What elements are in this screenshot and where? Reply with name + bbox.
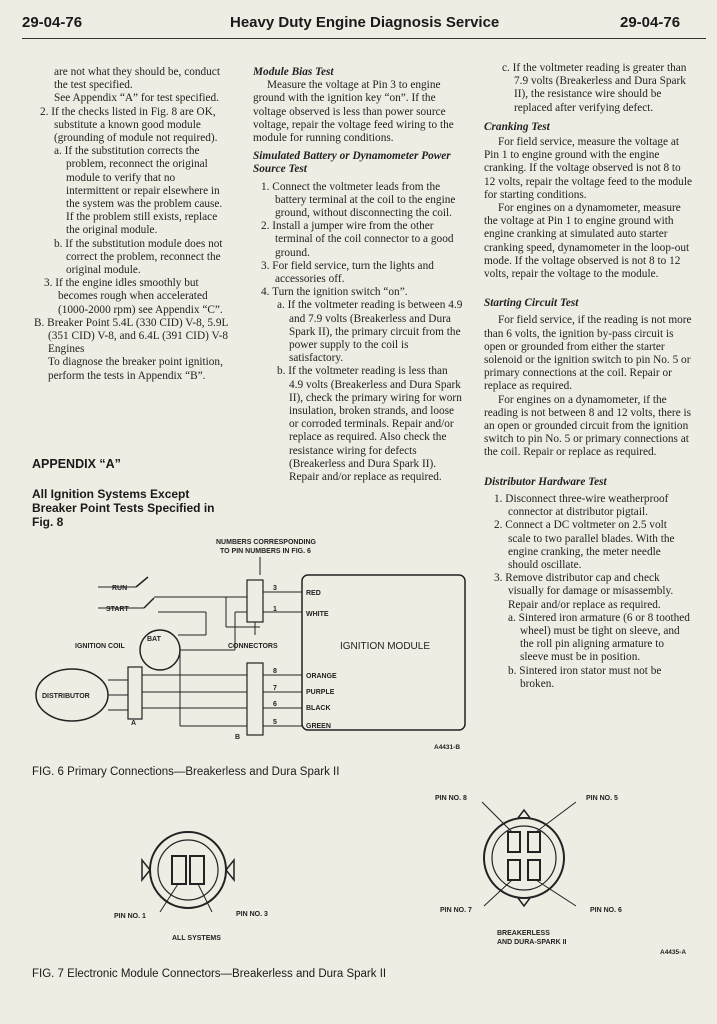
wire-black: BLACK bbox=[306, 705, 331, 712]
page-code-right: 29-04-76 bbox=[620, 14, 681, 31]
start-switch bbox=[144, 598, 154, 608]
connector-ear bbox=[142, 860, 150, 880]
section-heading: Starting Circuit Test bbox=[484, 297, 579, 310]
page-code-left: 29-04-76 bbox=[22, 14, 83, 31]
list-item: a. If the substitution corrects the problem, reconnect the original module to verify that no intermittent or repair elsewhere in the system was the problem cause. If the problem still exists, replace the original module. bbox=[54, 145, 223, 237]
connector-bottom bbox=[247, 663, 263, 735]
pin3-label: PIN NO. 3 bbox=[236, 911, 268, 918]
section-heading: Module Bias Test bbox=[253, 66, 334, 78]
text-line: To diagnose the breaker point ignition, perform the tests in Appendix “B”. bbox=[48, 356, 223, 382]
paragraph: For engines on a dynamometer, if the reading is not between 8 and 12 volts, there is an open or grounded circuit from the ignition switch to pin No. 5 or primary connections at the coil. Repair or replace as required. bbox=[484, 393, 692, 459]
section-heading: Simulated Battery or Dynamometer Power Source Test bbox=[253, 150, 451, 176]
fig6-note-line1: NUMBERS CORRESPONDING bbox=[216, 539, 316, 546]
list-item: 1. Disconnect three-wire weatherproof connector at distributor pigtail. bbox=[494, 492, 669, 519]
bat-label: BAT bbox=[147, 636, 161, 643]
wire-red: RED bbox=[306, 590, 321, 597]
label-b: B bbox=[235, 734, 241, 741]
pin-5-blade bbox=[528, 832, 540, 852]
distributor-connector bbox=[128, 667, 142, 719]
pin-7-blade bbox=[508, 860, 520, 880]
wire-white: WHITE bbox=[306, 611, 329, 618]
list-item: b. If the voltmeter reading is less than 4.9 volts (Breakerless and Dura Spark II), check the primary wiring for worn insulation, broken strands, and loose or corroded terminals. Repair and/or replace as required. Also check the resistance wiring for defects (Breakerless and Dura Spark II). Repair and/or replace as required. bbox=[277, 365, 462, 484]
connector-breakerless-inner bbox=[492, 826, 556, 890]
list-item: 2. Install a jumper wire from the other terminal of the coil connector to a good ground. bbox=[261, 220, 454, 259]
pin-6-blade bbox=[528, 860, 540, 880]
pin-8-blade bbox=[508, 832, 520, 852]
paragraph: For field service, if the reading is not more than 6 volts, the ignition by-pass circuit is open or grounded from either the starter solenoid or the ignition switch to pin No. 5 or primary connections at the coil. Repair or replace as required. bbox=[484, 314, 692, 393]
connector-key bbox=[518, 810, 530, 818]
pin-1: 1 bbox=[273, 606, 277, 613]
connector-ear bbox=[226, 860, 234, 880]
column-2 bbox=[253, 66, 463, 484]
pin-5: 5 bbox=[273, 719, 277, 726]
list-item: 2. If the checks listed in Fig. 8 are OK, substitute a known good module (grounding of module not required). bbox=[40, 105, 218, 145]
wire-orange: ORANGE bbox=[306, 673, 337, 680]
pin5-label: PIN NO. 5 bbox=[586, 795, 618, 802]
list-item: 3. For field service, turn the lights and accessories off. bbox=[261, 259, 434, 286]
appendix-title: APPENDIX “A” bbox=[32, 457, 121, 471]
paragraph: Measure the voltage at Pin 3 to engine ground with the ignition key “on”. If the voltage observed is less than power source voltage, repair the voltage feed wiring to the module for running conditions. bbox=[253, 79, 454, 145]
list-item: c. If the voltmeter reading is greater than 7.9 volts (Breakerless and Dura Spark II), the resistance wire should be replaced after verifying defect. bbox=[502, 62, 687, 114]
list-item: a. Sintered iron armature (6 or 8 toothed wheel) must be tight on sleeve, and the roll pin aligning armature to sleeve must be in position. bbox=[508, 611, 690, 664]
list-item: 1. Connect the voltmeter leads from the battery terminal at the coil to the engine ground, without disconnecting the coil. bbox=[261, 180, 456, 220]
wire-purple: PURPLE bbox=[306, 689, 335, 696]
fig7-connector-diagram bbox=[100, 790, 710, 965]
module-label: IGNITION MODULE bbox=[340, 641, 431, 652]
fig7-code: A4435-A bbox=[660, 949, 687, 956]
list-item: 2. Connect a DC voltmeter on 2.5 volt scale to two parallel blades. With the engine cranking, the meter needle should oscillate. bbox=[494, 519, 675, 571]
run-switch bbox=[136, 577, 148, 587]
page-title: Heavy Duty Engine Diagnosis Service bbox=[230, 14, 500, 31]
pin-3: 3 bbox=[273, 585, 277, 592]
text-line: are not what they should be, conduct the test specified. bbox=[54, 66, 220, 92]
list-item: 3. Remove distributor cap and check visually for damage or misassembly. Repair and/or replace as required. bbox=[494, 572, 674, 611]
all-systems-label: ALL SYSTEMS bbox=[172, 935, 221, 942]
header-rule bbox=[22, 38, 706, 39]
fig7-caption: FIG. 7 Electronic Module Connectors—Breakerless and Dura Spark II bbox=[32, 968, 387, 980]
start-label: START bbox=[106, 606, 129, 613]
pin1-label: PIN NO. 1 bbox=[114, 913, 146, 920]
pin7-label: PIN NO. 7 bbox=[440, 907, 472, 914]
dura-spark-label: AND DURA-SPARK II bbox=[497, 939, 567, 946]
pin-3-blade bbox=[190, 856, 204, 884]
pin5-leader bbox=[536, 802, 576, 832]
connector-breakerless-outline bbox=[484, 818, 564, 898]
pin-8: 8 bbox=[273, 668, 277, 675]
column-3 bbox=[484, 62, 692, 691]
list-item: b. Sintered iron stator must not be broken. bbox=[508, 664, 662, 690]
connector-all-outline bbox=[150, 832, 226, 908]
paragraph: For field service, measure the voltage at Pin 1 to engine ground with the engine cranking. If the voltage observed is not 8 to 12 volts, repair the voltage feed to the module for starting conditions. bbox=[484, 136, 692, 201]
fig6-wiring-diagram bbox=[30, 535, 480, 755]
fig6-note-line2: TO PIN NUMBERS IN FIG. 6 bbox=[220, 548, 311, 555]
connector-top bbox=[247, 580, 263, 622]
text-line: See Appendix “A” for test specified. bbox=[54, 92, 220, 105]
connector-all-inner bbox=[158, 840, 218, 900]
section-heading: Cranking Test bbox=[484, 120, 550, 133]
pin-6: 6 bbox=[273, 701, 277, 708]
fig6-code: A4431-B bbox=[434, 744, 461, 751]
label-a: A bbox=[131, 720, 137, 727]
connector-key bbox=[518, 898, 530, 906]
pin-1-blade bbox=[172, 856, 186, 884]
fig6-caption: FIG. 6 Primary Connections—Breakerless and Dura Spark II bbox=[32, 766, 340, 778]
list-item: a. If the voltmeter reading is between 4.9 and 7.9 volts (Breakerless and Dura Spark II), the primary circuit from the power supply to the coil is satisfactory. bbox=[277, 299, 463, 365]
appendix-subtitle: All Ignition Systems Except Breaker Point Tests Specified in Fig. 8 bbox=[32, 487, 215, 529]
list-item: 3. If the engine idles smoothly but becomes rough when accelerated (1000-2000 rpm) see Appendix “C”. bbox=[44, 277, 223, 316]
paragraph: For engines on a dynamometer, measure the voltage at Pin 1 to engine ground with engine cranking at simulated auto starter cranking speed, dynamometer in the loop-out mode. If the voltage observed is not 8 to 12 volts, repair the voltage to the module. bbox=[484, 202, 690, 281]
section-heading: Distributor Hardware Test bbox=[484, 475, 607, 488]
pin6-label: PIN NO. 6 bbox=[590, 907, 622, 914]
list-item: b. If the substitution module does not correct the problem, reconnect the original module. bbox=[54, 237, 223, 277]
pin7-leader bbox=[484, 880, 512, 906]
breakerless-label: BREAKERLESS bbox=[497, 930, 550, 937]
column-1 bbox=[34, 66, 230, 383]
connectors-label: CONNECTORS bbox=[228, 643, 278, 650]
ignition-coil-label: IGNITION COIL bbox=[75, 643, 125, 650]
run-label: RUN bbox=[112, 585, 128, 592]
list-item: 4. Turn the ignition switch “on”. bbox=[261, 286, 408, 299]
distributor-label: DISTRIBUTOR bbox=[42, 693, 90, 700]
list-item: B. Breaker Point 5.4L (330 CID) V-8, 5.9L (351 CID) V-8, and 6.4L (391 CID) V-8 Engines bbox=[34, 316, 229, 356]
wire-green: GREEN bbox=[306, 723, 331, 730]
pin8-label: PIN NO. 8 bbox=[435, 795, 467, 802]
pin-7: 7 bbox=[273, 685, 277, 692]
